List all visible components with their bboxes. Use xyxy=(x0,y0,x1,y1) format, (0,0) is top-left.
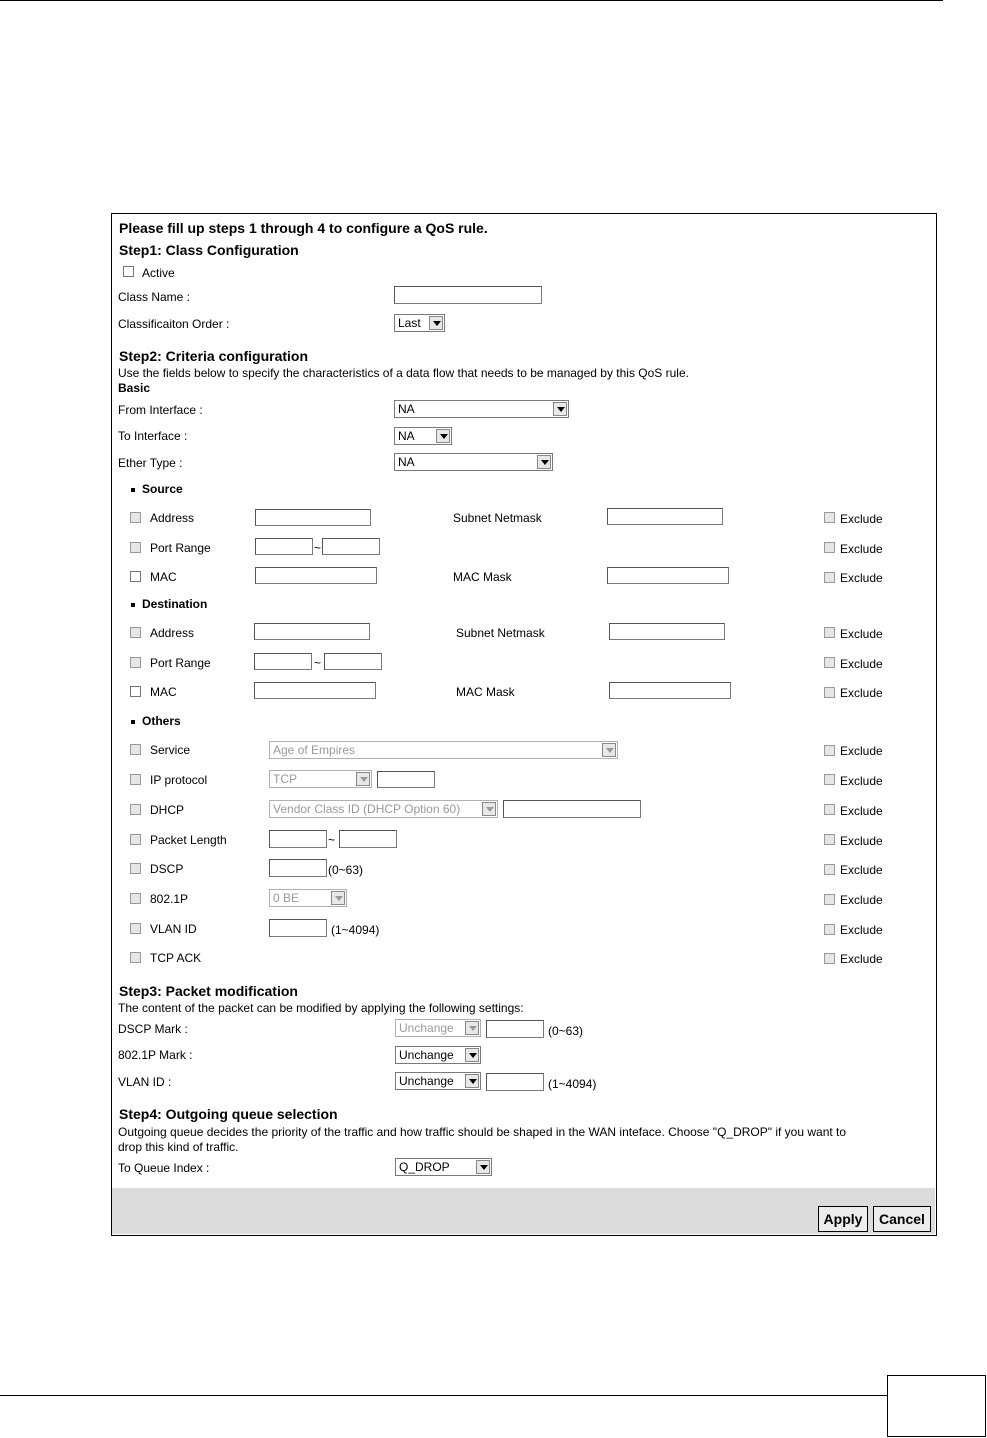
top-rule xyxy=(0,0,943,1)
step2-description: Use the fields below to specify the characteristics of a data flow that needs to be managed by this QoS rule. xyxy=(118,366,689,380)
source-mac-label: MAC xyxy=(150,570,177,584)
chevron-down-icon xyxy=(465,1074,479,1088)
source-address-exclude-checkbox[interactable] xyxy=(824,512,835,523)
destination-mac-label: MAC xyxy=(150,685,177,699)
destination-port-checkbox[interactable] xyxy=(130,657,141,668)
exclude-label: Exclude xyxy=(840,627,883,641)
source-port-end-input[interactable] xyxy=(322,538,380,555)
vlan-mark-select[interactable]: Unchange xyxy=(395,1072,481,1090)
exclude-label: Exclude xyxy=(840,804,883,818)
ip-protocol-exclude-checkbox[interactable] xyxy=(824,774,835,785)
exclude-label: Exclude xyxy=(840,774,883,788)
step2-title: Step2: Criteria configuration xyxy=(119,348,309,364)
chevron-down-icon xyxy=(465,1021,479,1035)
source-bullet xyxy=(131,488,135,492)
service-select[interactable]: Age of Empires xyxy=(269,741,618,759)
chevron-down-icon xyxy=(436,429,450,443)
source-address-input[interactable] xyxy=(255,509,371,526)
step4-description-line1: Outgoing queue decides the priority of the traffic and how traffic should be shaped in the WAN inteface. Choose "Q_DROP" if you want to xyxy=(118,1125,847,1139)
basic-label: Basic xyxy=(118,381,151,395)
service-label: Service xyxy=(150,743,191,757)
destination-subnet-label: Subnet Netmask xyxy=(456,626,545,640)
dscp-mark-select[interactable]: Unchange xyxy=(395,1019,481,1037)
dscp-exclude-checkbox[interactable] xyxy=(824,864,835,875)
destination-mac-checkbox[interactable] xyxy=(130,686,141,697)
source-port-label: Port Range xyxy=(150,541,211,555)
dhcp-exclude-checkbox[interactable] xyxy=(824,804,835,815)
destination-port-label: Port Range xyxy=(150,656,211,670)
step3-description: The content of the packet can be modified by applying the following settings: xyxy=(118,1001,524,1015)
dhcp-label: DHCP xyxy=(150,803,185,817)
p8021-select[interactable]: 0 BE xyxy=(269,889,347,907)
vlan-id-exclude-checkbox[interactable] xyxy=(824,924,835,935)
exclude-label: Exclude xyxy=(840,834,883,848)
p8021-checkbox[interactable] xyxy=(130,893,141,904)
to-interface-label: To Interface : xyxy=(118,429,188,443)
service-checkbox[interactable] xyxy=(130,744,141,755)
ip-protocol-checkbox[interactable] xyxy=(130,774,141,785)
exclude-label: Exclude xyxy=(840,744,883,758)
active-checkbox[interactable] xyxy=(123,266,134,277)
page-number-box xyxy=(887,1375,986,1437)
chevron-down-icon xyxy=(602,743,616,757)
bottom-rule xyxy=(0,1395,887,1396)
source-mac-checkbox[interactable] xyxy=(130,571,141,582)
range-separator: ~ xyxy=(314,656,322,670)
intro-heading: Please fill up steps 1 through 4 to configure a QoS rule. xyxy=(119,220,488,236)
destination-mac-exclude-checkbox[interactable] xyxy=(824,687,835,698)
chevron-down-icon xyxy=(331,891,345,905)
p8021-mark-select[interactable]: Unchange xyxy=(395,1046,481,1064)
tcp-ack-checkbox[interactable] xyxy=(130,952,141,963)
chevron-down-icon xyxy=(356,772,370,786)
active-label: Active xyxy=(142,266,175,280)
chevron-down-icon xyxy=(465,1048,479,1062)
p8021-label: 802.1P xyxy=(150,892,189,906)
destination-address-input[interactable] xyxy=(254,623,370,640)
step1-title: Step1: Class Configuration xyxy=(119,242,299,258)
p8021-exclude-checkbox[interactable] xyxy=(824,894,835,905)
vlan-id-checkbox[interactable] xyxy=(130,923,141,934)
source-port-exclude-checkbox[interactable] xyxy=(824,542,835,553)
from-interface-label: From Interface : xyxy=(118,403,203,417)
exclude-label: Exclude xyxy=(840,952,883,966)
source-mac-mask-input[interactable] xyxy=(607,567,729,584)
vlan-mark-hint: (1~4094) xyxy=(548,1077,597,1091)
dscp-hint: (0~63) xyxy=(328,863,364,877)
source-address-checkbox[interactable] xyxy=(130,512,141,523)
tcp-ack-label: TCP ACK xyxy=(150,951,202,965)
exclude-label: Exclude xyxy=(840,512,883,526)
p8021-mark-label: 802.1P Mark : xyxy=(118,1048,193,1062)
step4-title: Step4: Outgoing queue selection xyxy=(119,1106,338,1122)
exclude-label: Exclude xyxy=(840,686,883,700)
class-name-input[interactable] xyxy=(394,286,542,304)
destination-subnet-input[interactable] xyxy=(609,623,725,640)
destination-title: Destination xyxy=(142,597,208,611)
step3-title: Step3: Packet modification xyxy=(119,983,298,999)
queue-index-label: To Queue Index : xyxy=(118,1161,210,1175)
order-select[interactable]: Last xyxy=(394,314,445,332)
chevron-down-icon xyxy=(537,455,551,469)
dscp-label: DSCP xyxy=(150,862,184,876)
exclude-label: Exclude xyxy=(840,542,883,556)
destination-address-checkbox[interactable] xyxy=(130,627,141,638)
dhcp-value-input[interactable] xyxy=(503,800,641,818)
exclude-label: Exclude xyxy=(840,571,883,585)
others-bullet xyxy=(131,720,135,724)
ip-protocol-number-input[interactable] xyxy=(377,771,435,788)
chevron-down-icon xyxy=(476,1160,490,1174)
exclude-label: Exclude xyxy=(840,863,883,877)
tcp-ack-exclude-checkbox[interactable] xyxy=(824,953,835,964)
destination-address-label: Address xyxy=(150,626,195,640)
order-label: Classificaiton Order : xyxy=(118,317,230,331)
ether-type-select[interactable]: NA xyxy=(394,453,553,471)
chevron-down-icon xyxy=(553,402,567,416)
vlan-id-hint: (1~4094) xyxy=(331,923,380,937)
ether-type-label: Ether Type : xyxy=(118,456,183,470)
packet-length-checkbox[interactable] xyxy=(130,834,141,845)
dscp-mark-input[interactable] xyxy=(486,1020,544,1038)
exclude-label: Exclude xyxy=(840,923,883,937)
destination-port-start-input[interactable] xyxy=(254,653,312,670)
vlan-mark-label: VLAN ID : xyxy=(118,1075,172,1089)
vlan-id-label: VLAN ID xyxy=(150,922,197,936)
destination-bullet xyxy=(131,603,135,607)
ip-protocol-select[interactable]: TCP xyxy=(269,770,372,788)
vlan-mark-input[interactable] xyxy=(486,1073,544,1091)
source-port-checkbox[interactable] xyxy=(130,542,141,553)
from-interface-select[interactable]: NA xyxy=(394,400,569,418)
dscp-checkbox[interactable] xyxy=(130,863,141,874)
source-mac-mask-label: MAC Mask xyxy=(453,570,512,584)
range-separator: ~ xyxy=(314,541,322,555)
range-separator: ~ xyxy=(328,833,336,847)
packet-length-exclude-checkbox[interactable] xyxy=(824,834,835,845)
destination-port-end-input[interactable] xyxy=(324,653,382,670)
dscp-mark-hint: (0~63) xyxy=(548,1024,584,1038)
dhcp-checkbox[interactable] xyxy=(130,804,141,815)
destination-address-exclude-checkbox[interactable] xyxy=(824,627,835,638)
source-subnet-label: Subnet Netmask xyxy=(453,511,542,525)
exclude-label: Exclude xyxy=(840,657,883,671)
packet-length-min-input[interactable] xyxy=(269,830,327,848)
source-address-label: Address xyxy=(150,511,195,525)
packet-length-label: Packet Length xyxy=(150,833,227,847)
chevron-down-icon xyxy=(482,802,496,816)
destination-port-exclude-checkbox[interactable] xyxy=(824,657,835,668)
chevron-down-icon xyxy=(429,316,443,330)
ip-protocol-label: IP protocol xyxy=(150,773,208,787)
class-name-label: Class Name : xyxy=(118,290,191,304)
service-exclude-checkbox[interactable] xyxy=(824,745,835,756)
destination-mac-mask-input[interactable] xyxy=(609,682,731,699)
apply-button[interactable]: Apply xyxy=(818,1206,868,1232)
vlan-id-input[interactable] xyxy=(269,919,327,937)
step4-description-line2: drop this kind of traffic. xyxy=(118,1140,239,1154)
source-title: Source xyxy=(142,482,183,496)
to-interface-select[interactable]: NA xyxy=(394,427,452,445)
dhcp-select[interactable]: Vendor Class ID (DHCP Option 60) xyxy=(269,800,498,818)
destination-mac-mask-label: MAC Mask xyxy=(456,685,515,699)
others-title: Others xyxy=(142,714,181,728)
dscp-input[interactable] xyxy=(269,859,327,877)
queue-index-select[interactable]: Q_DROP xyxy=(395,1158,492,1176)
packet-length-max-input[interactable] xyxy=(339,830,397,848)
dscp-mark-label: DSCP Mark : xyxy=(118,1022,188,1036)
source-mac-exclude-checkbox[interactable] xyxy=(824,572,835,583)
cancel-button[interactable]: Cancel xyxy=(873,1206,931,1232)
exclude-label: Exclude xyxy=(840,893,883,907)
destination-mac-input[interactable] xyxy=(254,682,376,699)
source-port-start-input[interactable] xyxy=(255,538,313,555)
source-subnet-input[interactable] xyxy=(607,508,723,525)
button-bar xyxy=(112,1188,935,1234)
source-mac-input[interactable] xyxy=(255,567,377,584)
